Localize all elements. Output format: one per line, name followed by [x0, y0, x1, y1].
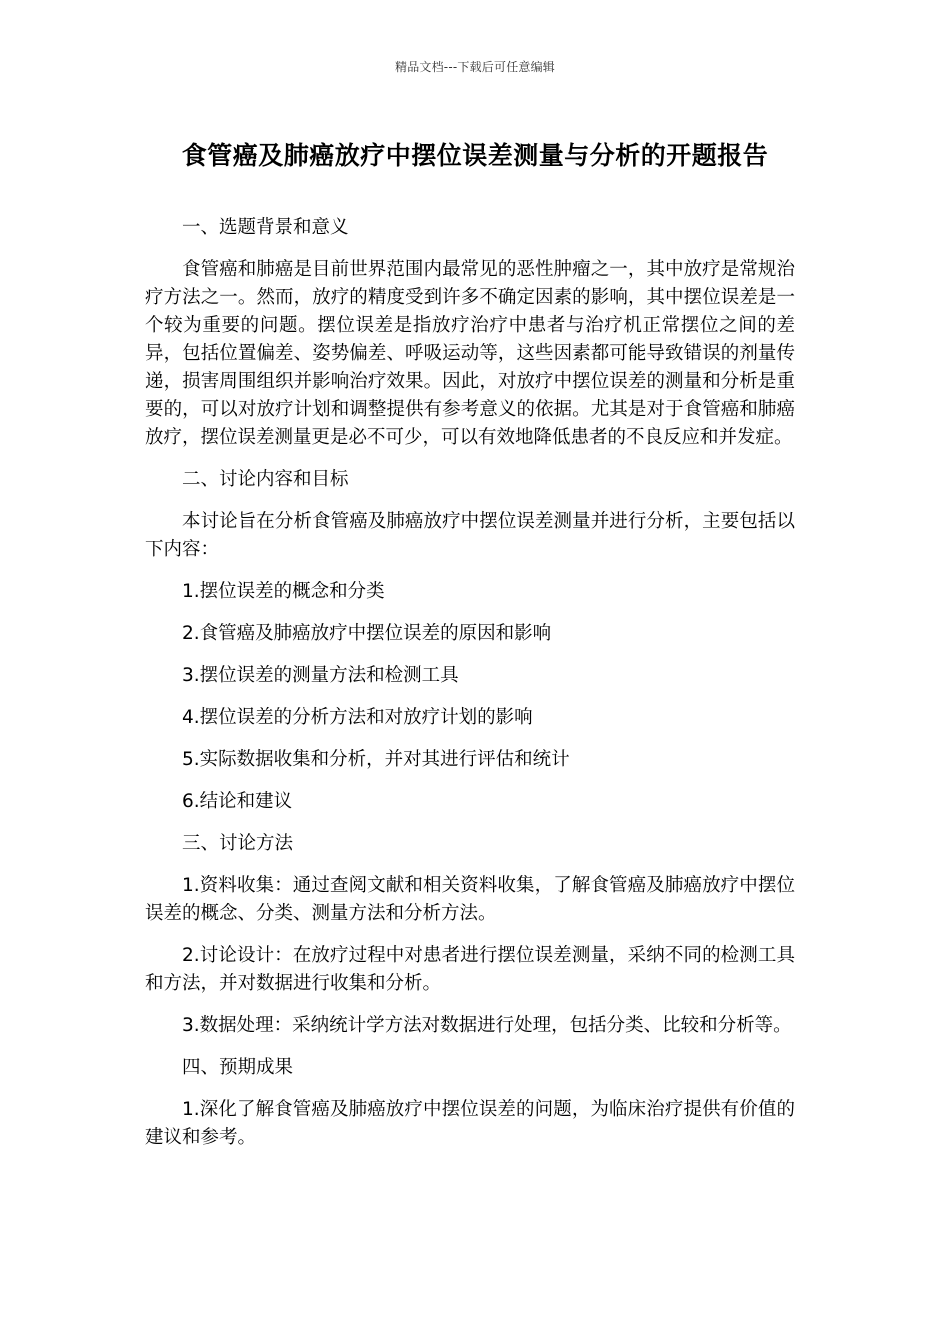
section-heading-methods: 三、讨论方法	[182, 833, 294, 854]
section-heading-background: 一、选题背景和意义	[182, 217, 349, 238]
content-list-item: 5.实际数据收集和分析，并对其进行评估和统计	[182, 749, 570, 770]
section-heading-expected-results: 四、预期成果	[182, 1057, 294, 1078]
content-list-item: 3.摆位误差的测量方法和检测工具	[182, 665, 459, 686]
section-heading-content-goals: 二、讨论内容和目标	[182, 469, 349, 490]
results-list-item: 1.深化了解食管癌及肺癌放疗中摆位误差的问题，为临床治疗提供有价值的建议和参考。	[145, 1099, 795, 1148]
document-body	[145, 214, 795, 1166]
methods-list-item: 3.数据处理：采纳统计学方法对数据进行处理，包括分类、比较和分析等。	[182, 1015, 792, 1036]
paragraph-content-intro: 本讨论旨在分析食管癌及肺癌放疗中摆位误差测量并进行分析，主要包括以下内容：	[145, 511, 795, 560]
document-title: 食管癌及肺癌放疗中摆位误差测量与分析的开题报告	[181, 141, 769, 170]
content-list-item: 1.摆位误差的概念和分类	[182, 581, 385, 602]
header-note: 精品文档---下载后可任意编辑	[395, 60, 555, 74]
paragraph-background: 食管癌和肺癌是目前世界范围内最常见的恶性肿瘤之一，其中放疗是常规治疗方法之一。然而，放疗的精度受到许多不确定因素的影响，其中摆位误差是一个较为重要的问题。摆位误差是指放疗治疗中患者与治疗机正常摆位之间的差异，包括位置偏差、姿势偏差、呼吸运动等，这些因素都可能导致错误的剂量传递，损害周围组织并影响治疗效果。因此，对放疗中摆位误差的测量和分析是重要的，可以对放疗计划和调整提供有参考意义的依据。尤其是对于食管癌和肺癌放疗，摆位误差测量更是必不可少，可以有效地降低患者的不良反应和并发症。	[145, 259, 795, 448]
content-list-item: 2.食管癌及肺癌放疗中摆位误差的原因和影响	[182, 623, 552, 644]
methods-list-item: 2.讨论设计：在放疗过程中对患者进行摆位误差测量，采纳不同的检测工具和方法，并对数据进行收集和分析。	[145, 945, 795, 994]
methods-list-item: 1.资料收集：通过查阅文献和相关资料收集，了解食管癌及肺癌放疗中摆位误差的概念、分类、测量方法和分析方法。	[145, 875, 795, 924]
content-list-item: 4.摆位误差的分析方法和对放疗计划的影响	[182, 707, 533, 728]
content-list-item: 6.结论和建议	[182, 791, 293, 812]
